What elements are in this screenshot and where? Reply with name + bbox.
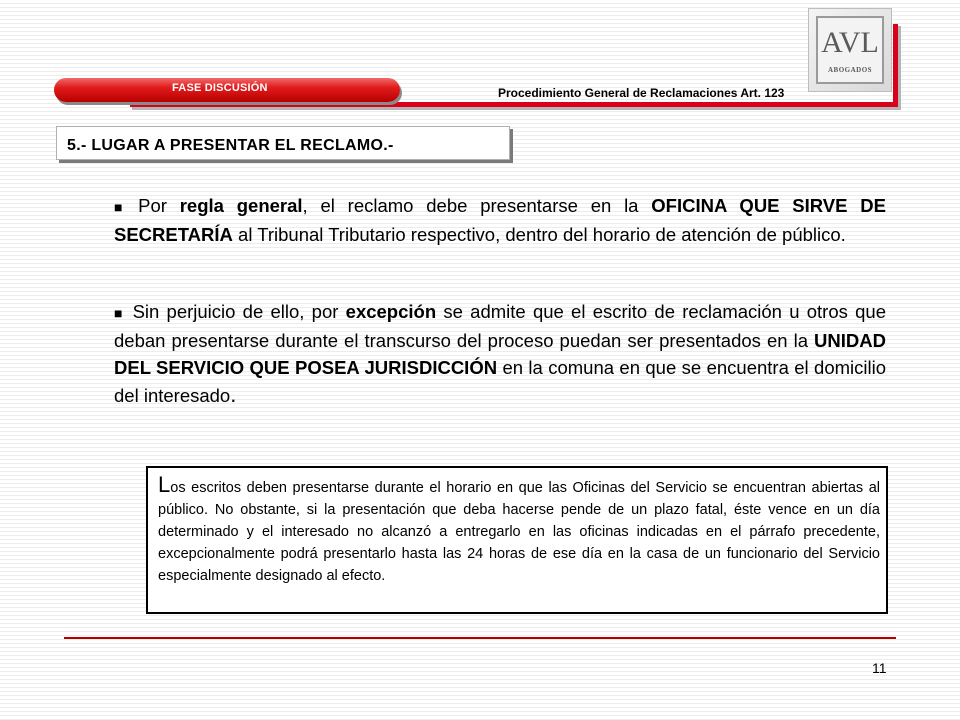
page-number: 11 — [872, 660, 887, 676]
phase-label: FASE DISCUSIÓN — [172, 82, 268, 94]
paragraph-emphasis: OFICINA QUE SIRVE DE SECRETARÍA — [114, 195, 886, 245]
paragraph-text: se admite que el escrito de reclamación u otros que deban presentarse durante el transcurso del proceso puedan ser presentados en la — [114, 301, 886, 351]
paragraph-emphasis: UNIDAD DEL SERVICIO QUE POSEA JURISDICCIÓN — [114, 330, 886, 378]
header-frame-bar — [130, 102, 898, 107]
note-text — [158, 474, 880, 587]
footer-divider — [64, 637, 896, 639]
header-frame-vertical-shadow — [898, 26, 901, 110]
note-body: os escritos deben presentarse durante el horario en que las Oficinas del Servicio se encuentran abiertas al público. No obstante, si la presentación que deba hacerse pende de un plazo fatal, éste vence en un día determinado y el interesado no alcanzó a entregarlo en las oficinas indicadas en el párrafo precedente, excepcionalmente podrá presentarlo hasta las 24 horas de ese día en la casa de un funcionario del Servicio especialmente designado al efecto. — [158, 480, 880, 584]
paragraph-text: Sin perjuicio de ello, por — [132, 301, 346, 322]
note-initial: L — [158, 472, 171, 497]
paragraph-text: al Tribunal Tributario respectivo, dentro del horario de atención de público. — [232, 224, 846, 245]
section-title: 5.- LUGAR A PRESENTAR EL RECLAMO.- — [67, 137, 394, 154]
procedure-title: Procedimiento General de Reclamaciones Art. 123 — [498, 86, 785, 100]
paragraph-text: en la comuna en que se encuentra el domicilio del interesado — [114, 357, 887, 406]
paragraph-exception — [114, 298, 886, 409]
header-frame-vertical-bar — [893, 24, 898, 107]
paragraph-text: , el reclamo debe presentarse en la — [302, 195, 652, 216]
header-frame-shadow — [132, 107, 900, 110]
paragraph-emphasis: regla general — [179, 195, 303, 216]
paragraph-emphasis: excepción — [345, 301, 437, 322]
bullet-square-icon: ■ — [114, 305, 125, 321]
bullet-square-icon: ■ — [114, 199, 131, 215]
paragraph-end-period: . — [230, 382, 237, 407]
paragraph-general-rule — [114, 192, 886, 248]
logo-text: AVL — [821, 26, 879, 59]
paragraph-text: Por — [138, 195, 180, 216]
logo-subtext: ABOGADOS — [827, 66, 873, 74]
